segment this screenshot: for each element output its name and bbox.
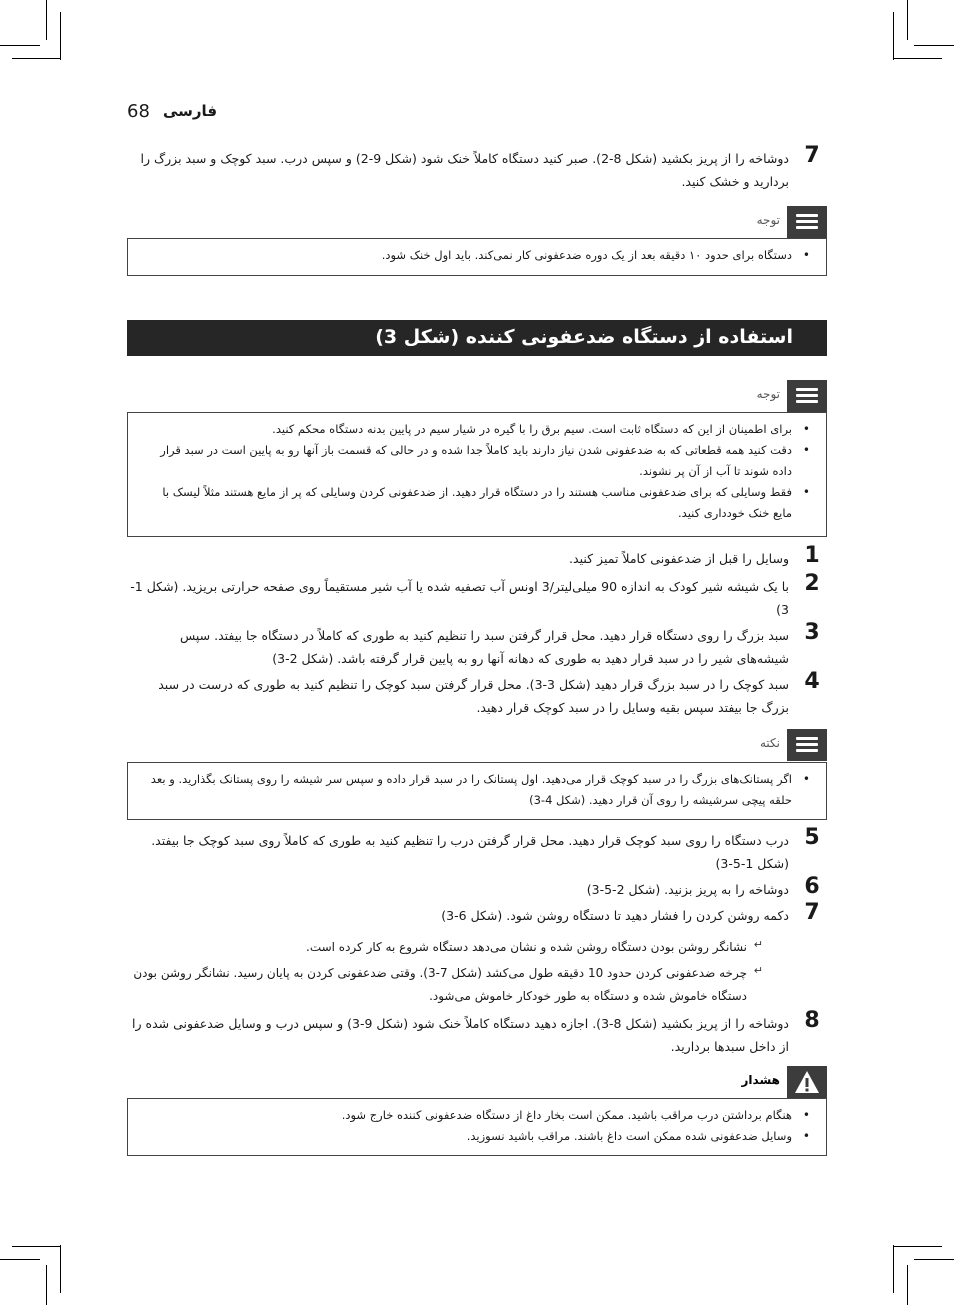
crop-mark bbox=[12, 58, 60, 59]
substep-item bbox=[127, 962, 827, 1008]
substep-text: نشانگر روشن بودن دستگاه روشن شده و نشان می‌دهد دستگاه شروع به کار کرده است. bbox=[306, 940, 747, 954]
crop-mark bbox=[893, 1245, 894, 1293]
page-number: 68 bbox=[127, 101, 150, 122]
step-text: دوشاخه را از پریز بکشید (شکل 8-2). صبر کنید دستگاه کاملاً خنک شود (شکل 9-2) و سپس درب. سبد کوچک و سبد بزرگ را بردارید و خشک کنید. bbox=[140, 151, 789, 189]
step-text: دوشاخه را به پریز بزنید. (شکل 2-5-3) bbox=[586, 882, 789, 897]
note-box bbox=[127, 238, 827, 276]
tip-icon bbox=[787, 729, 827, 761]
note-label: توجه bbox=[756, 213, 780, 227]
crop-mark bbox=[894, 58, 942, 59]
step-item bbox=[127, 900, 827, 927]
section-title: استفاده از دستگاه ضدعفونی کننده (شکل 3) bbox=[375, 326, 793, 348]
warning-item: • وسایل ضدعفونی شده ممکن است داغ باشند. مراقب باشید نسوزید. bbox=[140, 1126, 814, 1147]
crop-mark bbox=[46, 1265, 47, 1305]
note-tag bbox=[740, 380, 827, 412]
step-number: 7 bbox=[804, 900, 820, 925]
note-tag bbox=[740, 206, 827, 238]
step-item bbox=[127, 571, 827, 621]
step-text: دوشاخه را از پریز بکشید (شکل 8-3). اجازه دهید دستگاه کاملاً خنک شود (شکل 9-3) و سپس درب و وسایل ضدعفونی شده را از داخل سبدها بردارید. bbox=[132, 1016, 789, 1054]
warning-tag bbox=[740, 1066, 827, 1098]
crop-mark bbox=[60, 1245, 61, 1293]
step-text: دکمه روشن کردن را فشار دهید تا دستگاه روشن شود. (شکل 6-3) bbox=[441, 908, 789, 923]
warning-box bbox=[127, 1098, 827, 1156]
step-item bbox=[127, 543, 827, 570]
page-language: فارسی bbox=[163, 102, 218, 120]
warning-icon bbox=[787, 1066, 827, 1098]
substep-text: چرخه ضدعفونی کردن حدود 10 دقیقه طول می‌کشد (شکل 7-3). وقتی ضدعفونی کردن به پایان رسید. نشانگر روشن بودن دستگاه خاموش شده و دستگاه به طور خودکار خاموش می‌شود. bbox=[133, 966, 747, 1003]
step-text: سبد بزرگ را روی دستگاه قرار دهید. محل قرار گرفتن سبد را تنظیم کنید به طوری که کاملاً در دستگاه جا بیفتد. سپس شیشه‌های شیر را در سبد قرار دهید به طوری که دهانه آنها رو به پایین قرار گرفته باشد. (شکل 2-3) bbox=[179, 628, 789, 666]
tip-item: • اگر پستانک‌های بزرگ را در سبد کوچک قرار می‌دهید. اول پستانک را در سبد قرار داده و سپس سر شیشه را روی پستانک بگذارید. و بعد حلقه پیچی سرشیشه را روی آن قرار دهید. (شکل 4-3) bbox=[140, 769, 814, 811]
note-item: • دقت کنید همه قطعاتی که به ضدعفونی شدن نیاز دارند باید کاملاً جدا شده و در حالی که قسمت باز آنها رو به پایین است در سبد قرار داده شوند تا آب از آن پر نشوند. bbox=[140, 440, 814, 482]
crop-mark bbox=[907, 0, 908, 40]
step-number: 8 bbox=[804, 1008, 820, 1033]
note-box bbox=[127, 412, 827, 537]
result-arrow-icon: ↵ bbox=[753, 938, 763, 951]
step-number: 6 bbox=[804, 874, 820, 899]
crop-mark bbox=[0, 45, 40, 46]
crop-mark bbox=[893, 12, 894, 60]
step-number: 1 bbox=[804, 543, 820, 568]
tip-label: نکته bbox=[759, 736, 780, 750]
section-title-banner bbox=[127, 320, 827, 356]
tip-box bbox=[127, 762, 827, 820]
substep-item bbox=[127, 936, 827, 959]
result-arrow-icon: ↵ bbox=[753, 964, 763, 977]
crop-mark bbox=[0, 1259, 40, 1260]
step-item bbox=[127, 1008, 827, 1058]
crop-mark bbox=[894, 1246, 942, 1247]
note-item: • برای اطمینان از این که دستگاه ثابت است. سیم برق را با گیره در شیار سیم در پایین بدنه دستگاه محکم کنید. bbox=[140, 419, 814, 440]
crop-mark bbox=[914, 1259, 954, 1260]
step-number: 3 bbox=[804, 620, 820, 645]
warning-item: • هنگام برداشتن درب مراقب باشید. ممکن است بخار داغ از دستگاه ضدعفونی کننده خارج شود. bbox=[140, 1105, 814, 1126]
note-item: • فقط وسایلی که برای ضدعفونی مناسب هستند را در دستگاه قرار دهید. از ضدعفونی کردن وسایلی که پر از مایع هستند مثلاً لیسک با مایع خنک خودداری کنید. bbox=[140, 482, 814, 524]
step-number: 7 bbox=[804, 143, 820, 168]
step-number: 5 bbox=[804, 825, 820, 850]
note-icon bbox=[787, 380, 827, 412]
step-item bbox=[127, 874, 827, 901]
step-item bbox=[127, 669, 827, 719]
step-text: وسایل را قبل از ضدعفونی کاملاً تمیز کنید. bbox=[569, 551, 789, 566]
step-text: درب دستگاه را روی سبد کوچک قرار دهید. محل قرار گرفتن درب را تنظیم کنید به طوری که کاملاً روی سبد کوچک جا بیفتد. (شکل 1-5-3) bbox=[151, 833, 789, 871]
page-header bbox=[127, 101, 227, 125]
warning-label: هشدار bbox=[741, 1073, 780, 1087]
step-text: سبد کوچک را در سبد بزرگ قرار دهید (شکل 3-3). محل قرار گرفتن سبد کوچک را تنظیم کنید به طوری که درست در سبد بزرگ جا بیفتد سپس بقیه وسایل را در سبد کوچک قرار دهید. bbox=[158, 677, 789, 715]
crop-mark bbox=[907, 1265, 908, 1305]
tip-tag bbox=[740, 729, 827, 761]
step-text: با یک شیشه شیر کودک به اندازه 90 میلی‌لیتر/3 اونس آب تصفیه شده یا آب شیر مستقیماً روی صفحه حرارتی بریزید. (شکل 1-3) bbox=[130, 579, 789, 617]
step-number: 4 bbox=[804, 669, 820, 694]
step-item bbox=[127, 620, 827, 670]
step-number: 2 bbox=[804, 571, 820, 596]
crop-mark bbox=[46, 0, 47, 40]
step-item bbox=[127, 143, 827, 193]
crop-mark bbox=[12, 1246, 60, 1247]
note-label: توجه bbox=[756, 387, 780, 401]
crop-mark bbox=[60, 12, 61, 60]
step-item bbox=[127, 825, 827, 875]
crop-mark bbox=[914, 45, 954, 46]
note-item: • دستگاه برای حدود ۱۰ دقیقه بعد از یک دوره ضدعفونی کار نمی‌کند. باید اول خنک شود. bbox=[140, 245, 814, 266]
note-icon bbox=[787, 206, 827, 238]
